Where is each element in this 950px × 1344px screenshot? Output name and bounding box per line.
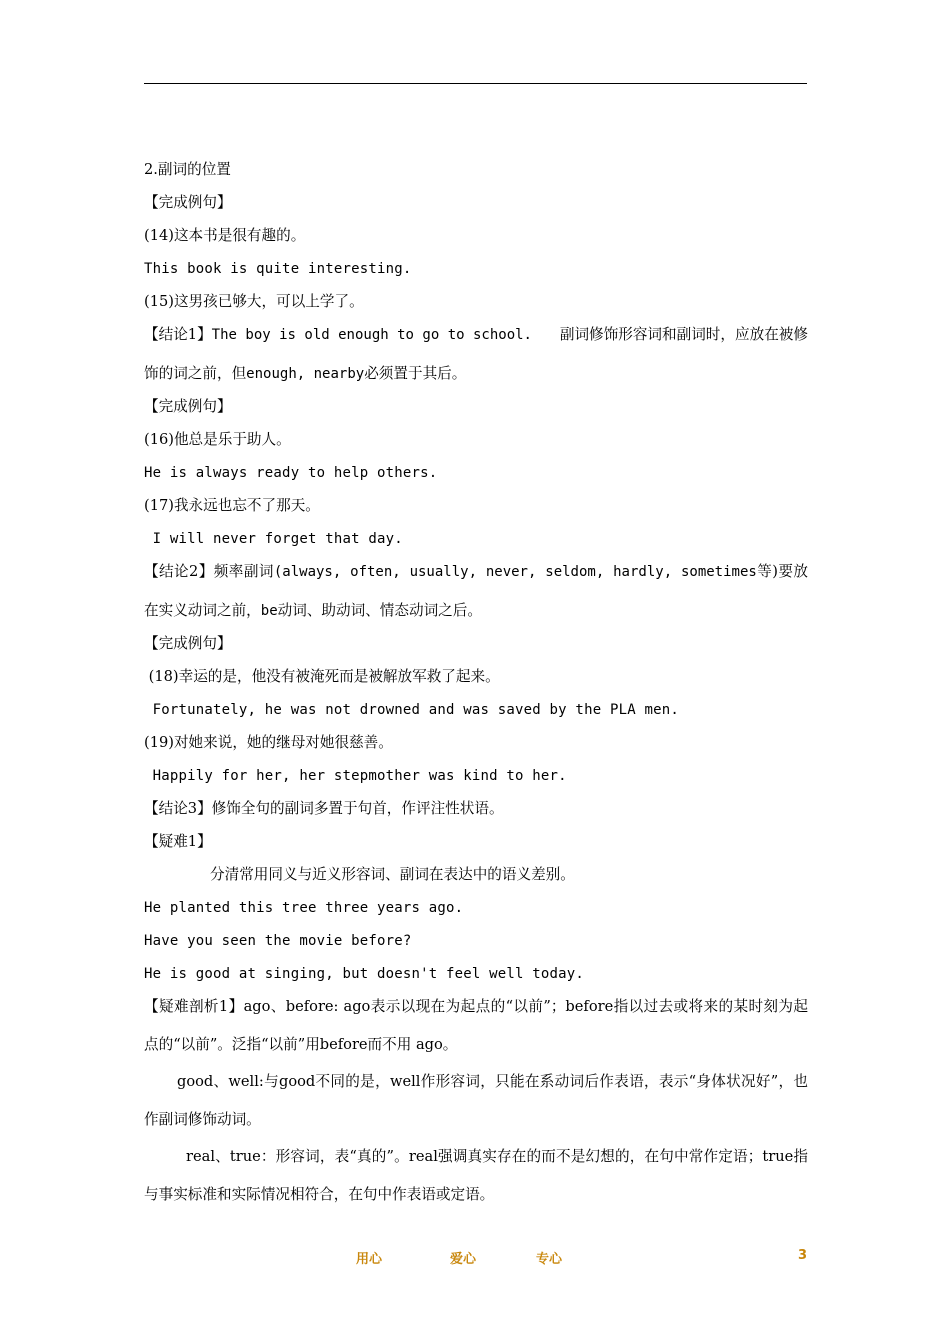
analysis-paragraph: 【疑难剖析1】ago、before: ago表示以现在为起点的“以前”；before指以过去或将来的某时刻为起点的“以前”。泛指“以前”用before而不用 ago。 — [144, 998, 808, 1053]
example-zh: (18)幸运的是，他没有被淹死而是被解放军救了起来。 — [144, 668, 500, 685]
conclusion-en-word: be — [260, 602, 278, 619]
difficulty-example: He planted this tree three years ago. — [144, 900, 464, 916]
conclusion-zh: 副词修饰形容词和副词时，应放在被修饰的词之前，但 — [144, 326, 808, 382]
footer-motto: 爱心 — [450, 1252, 477, 1267]
footer-motto: 专心 — [536, 1252, 563, 1267]
conclusion-zh: 必须置于其后。 — [364, 364, 467, 382]
conclusion-en: The boy is old enough to go to school. — [211, 327, 532, 343]
example-zh: (14)这本书是很有趣的。 — [144, 227, 306, 244]
example-zh: (15)这男孩已够大，可以上学了。 — [144, 293, 364, 310]
conclusion-tag: 【结论1】 — [144, 326, 212, 343]
example-label: 【完成例句】 — [144, 398, 232, 415]
conclusion-1 — [144, 316, 808, 393]
conclusion-zh: 等)要放在实义动词之前， — [144, 563, 808, 619]
conclusion-en-list: (always, often, usually, never, seldom, hardly, sometimes — [273, 564, 757, 580]
example-en: I will never forget that day. — [144, 531, 403, 547]
conclusion-zh: 频率副词 — [213, 563, 274, 580]
footer-motto: 用心 — [356, 1252, 383, 1267]
page-number: 3 — [798, 1248, 808, 1263]
section-heading: 2.副词的位置 — [144, 161, 231, 178]
header-rule — [144, 83, 807, 84]
conclusion-zh: 动词、助动词、情态动词之后。 — [277, 601, 482, 619]
analysis-paragraph: good、well:与good不同的是，well作形容词，只能在系动词后作表语，表示“身体状况好”，也作副词修饰动词。 — [144, 1073, 808, 1128]
example-label: 【完成例句】 — [144, 635, 232, 652]
conclusion-en-words: enough, nearby — [246, 365, 365, 382]
example-en: Fortunately, he was not drowned and was saved by the PLA men. — [144, 702, 679, 718]
example-en: He is always ready to help others. — [144, 465, 438, 481]
conclusion-2 — [144, 553, 808, 630]
difficulty-label: 【疑难1】 — [144, 833, 212, 850]
conclusion-tag: 【结论2】 — [144, 563, 214, 580]
difficulty-text: 分清常用同义与近义形容词、副词在表达中的语义差别。 — [210, 866, 575, 883]
example-zh: (17)我永远也忘不了那天。 — [144, 497, 320, 514]
page-footer — [0, 1248, 950, 1268]
example-zh: (16)他总是乐于助人。 — [144, 431, 291, 448]
difficulty-example: Have you seen the movie before? — [144, 933, 412, 949]
analysis-paragraph: real、true：形容词，表“真的”。real强调真实存在的而不是幻想的，在句中常作定语；true指与事实标准和实际情况相符合，在句中作表语或定语。 — [144, 1148, 808, 1203]
conclusion-3: 【结论3】修饰全句的副词多置于句首，作评注性状语。 — [144, 800, 504, 817]
example-zh: (19)对她来说，她的继母对她很慈善。 — [144, 734, 393, 751]
example-en: This book is quite interesting. — [144, 261, 412, 277]
difficulty-example: He is good at singing, but doesn't feel well today. — [144, 966, 585, 982]
document-body — [144, 156, 808, 1213]
example-label: 【完成例句】 — [144, 194, 232, 211]
example-en: Happily for her, her stepmother was kind to her. — [144, 768, 567, 784]
